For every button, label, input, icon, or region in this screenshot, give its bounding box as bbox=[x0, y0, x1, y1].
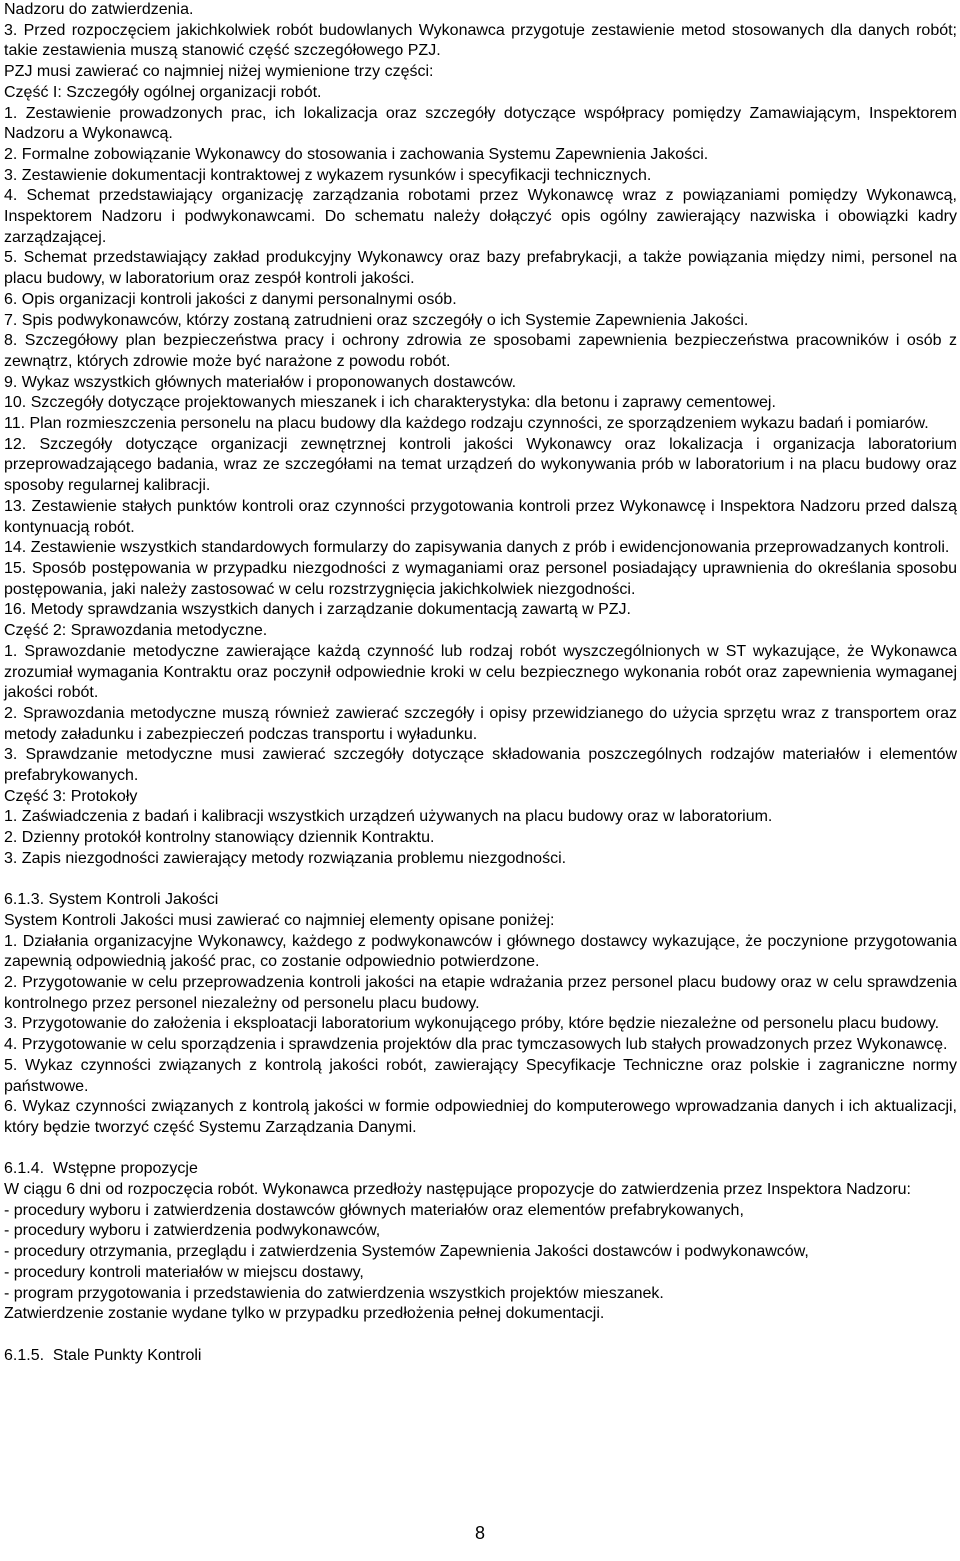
list-item: 16. Metody sprawdzania wszystkich danych i zarządzanie dokumentacją zawartą w PZJ. bbox=[4, 601, 631, 619]
text-line: Nadzoru do zatwierdzenia. bbox=[4, 1, 194, 18]
list-item: 5. Schemat przedstawiający zakład produkcyjny Wykonawcy oraz bazy prefabrykacji, a także powiązania między nimi, personel na placu budowy, w laboratorium oraz zespół kontroli jakości. bbox=[4, 249, 957, 288]
list-item: 5. Wykaz czynności związanych z kontrolą jakości robót, zawierający Specyfikacje Techniczne oraz polskie i zagraniczne normy państwowe. bbox=[4, 1056, 957, 1095]
list-item: - procedury wyboru i zatwierdzenia dostawców głównych materiałów oraz elementów prefabrykowanych, bbox=[4, 1201, 744, 1219]
list-item: 2. Formalne zobowiązanie Wykonawcy do stosowania i zachowania Systemu Zapewnienia Jakości. bbox=[4, 145, 709, 163]
list-item: - procedury wyboru i zatwierdzenia podwykonawców, bbox=[4, 1222, 381, 1240]
section-heading: 6.1.3. System Kontroli Jakości bbox=[4, 891, 219, 909]
text-line: PZJ musi zawierać co najmniej niżej wymienione trzy części: bbox=[4, 63, 434, 81]
blank-line bbox=[4, 870, 957, 891]
section-heading: 6.1.4. Wstępne propozycje bbox=[4, 1160, 198, 1178]
blank-line bbox=[4, 1325, 957, 1346]
list-item: 15. Sposób postępowania w przypadku niezgodności z wymaganiami oraz personel posiadający uprawnienia do określania sposobu postępowania, jaki należy zastosować w celu rozstrzygnięcia jakichkolwiek niezgodności. bbox=[4, 559, 957, 598]
list-item: 10. Szczegóły dotyczące projektowanych mieszanek i ich charakterystyka: dla betonu i zaprawy cementowej. bbox=[4, 394, 776, 412]
list-item: 6. Wykaz czynności związanych z kontrolą jakości w formie odpowiedniej do komputerowego wprowadzania danych i ich aktualizacji, który będzie tworzyć część Systemu Zarządzania Danymi. bbox=[4, 1098, 957, 1136]
page-number: 8 bbox=[474, 1523, 485, 1543]
list-item: 3. Zapis niezgodności zawierający metody rozwiązania problemu niezgodności. bbox=[4, 849, 567, 867]
list-item: 9. Wykaz wszystkich głównych materiałów i proponowanych dostawców. bbox=[4, 373, 517, 391]
list-item: 1. Sprawozdanie metodyczne zawierające każdą czynność lub rodzaj robót wyszczególnionych w ST wykazujące, że Wykonawca zrozumiał wymagania Kontraktu oraz poczynił odpowiednie kroki w celu bezpiecznego wykonania robót oraz zapewnienia wymaganej jakości robót. bbox=[4, 642, 957, 702]
list-item: 2. Dzienny protokół kontrolny stanowiący dziennik Kontraktu. bbox=[4, 829, 435, 847]
list-item: 1. Zestawienie prowadzonych prac, ich lokalizacja oraz szczegóły dotyczące współpracy pomiędzy Zamawiającym, Inspektorem Nadzoru a Wykonawcą. bbox=[4, 104, 957, 143]
list-item: - program przygotowania i przedstawienia do zatwierdzenia wszystkich projektów mieszanek. bbox=[4, 1284, 664, 1302]
list-item: 4. Przygotowanie w celu sporządzenia i sprawdzenia projektów dla prac tymczasowych lub stałych prowadzonych przez Wykonawcę. bbox=[4, 1036, 948, 1054]
list-item: - procedury otrzymania, przeglądu i zatwierdzenia Systemów Zapewnienia Jakości dostawców i podwykonawców, bbox=[4, 1243, 809, 1261]
list-item: 11. Plan rozmieszczenia personelu na placu budowy dla każdego rodzaju czynności, ze sporządzeniem wykazu badań i pomiarów. bbox=[4, 415, 929, 433]
list-item: 2. Przygotowanie w celu przeprowadzenia kontroli jakości na etapie wdrażania przez personel placu budowy oraz w celu sprawdzenia kontrolnego przez personel niezależny od personelu placu budowy. bbox=[4, 974, 957, 1012]
list-item: 12. Szczegóły dotyczące organizacji zewnętrznej kontroli jakości Wykonawcy oraz lokalizacja i organizacja laboratorium przeprowadzającego badania, wraz ze szczegółami na temat urządzeń do wykonywania prób w laboratorium i na placu budowy oraz sposoby regularnej kalibracji. bbox=[4, 435, 957, 495]
paragraph: W ciągu 6 dni od rozpoczęcia robót. Wykonawca przedłoży następujące propozycje do zatwierdzenia przez Inspektora Nadzoru: bbox=[4, 1181, 911, 1199]
list-item: 14. Zestawienie wszystkich standardowych formularzy do zapisywania danych z prób i ewidencjonowania przeprowadzanych kontroli. bbox=[4, 539, 950, 557]
list-item: 6. Opis organizacji kontroli jakości z danymi personalnymi osób. bbox=[4, 290, 457, 308]
text-line: Zatwierdzenie zostanie wydane tylko w przypadku przedłożenia pełnej dokumentacji. bbox=[4, 1305, 605, 1323]
section-heading: Część 2: Sprawozdania metodyczne. bbox=[4, 622, 268, 640]
list-item: 2. Sprawozdania metodyczne muszą również zawierać szczegóły i opisy przewidzianego do użycia sprzętu wraz z transportem oraz metody załadunku i zabezpieczeń podczas transportu i wyładunku. bbox=[4, 704, 957, 743]
list-item: 3. Zestawienie dokumentacji kontraktowej z wykazem rysunków i specyfikacji technicznych. bbox=[4, 166, 652, 184]
list-item: - procedury kontroli materiałów w miejscu dostawy, bbox=[4, 1263, 364, 1281]
blank-line bbox=[4, 1139, 957, 1160]
list-item: 3. Sprawdzanie metodyczne musi zawierać szczegóły dotyczące składowania poszczególnych rodzajów materiałów i elementów prefabrykowanych. bbox=[4, 746, 957, 785]
paragraph: 3. Przed rozpoczęciem jakichkolwiek robót budowlanych Wykonawca przygotuje zestawienie metod stosowanych dla danych robót; takie zestawienia muszą stanowić część szczegółowego PZJ. bbox=[4, 21, 957, 60]
list-item: 1. Zaświadczenia z badań i kalibracji wszystkich urządzeń używanych na placu budowy oraz w laboratorium. bbox=[4, 808, 773, 826]
list-item: 13. Zestawienie stałych punktów kontroli oraz czynności przygotowania kontroli przez Wykonawcę i Inspektora Nadzoru przed dalszą kontynuacją robót. bbox=[4, 497, 957, 536]
list-item: 4. Schemat przedstawiający organizację zarządzania robotami przez Wykonawcę wraz z powiązaniami pomiędzy Wykonawcą, Inspektorem Nadzoru i podwykonawcami. Do schematu należy dołączyć opis ogólny zawierający nazwiska i obowiązki kadry zarządzającej. bbox=[4, 187, 957, 246]
list-item: 1. Działania organizacyjne Wykonawcy, każdego z podwykonawców i głównego dostawcy wykazujące, że poczynione przygotowania zapewnią odpowiednią jakość prac, co zostanie odpowiednio potwierdzone. bbox=[4, 932, 957, 971]
text-line: System Kontroli Jakości musi zawierać co najmniej elementy opisane poniżej: bbox=[4, 911, 555, 929]
list-item: 7. Spis podwykonawców, którzy zostaną zatrudnieni oraz szczegóły o ich Systemie Zapewnienia Jakości. bbox=[4, 311, 749, 329]
list-item: 3. Przygotowanie do założenia i eksploatacji laboratorium wykonującego próby, które będzie niezależne od personelu placu budowy. bbox=[4, 1015, 940, 1033]
section-heading: Część I: Szczegóły ogólnej organizacji robót. bbox=[4, 83, 322, 101]
section-heading: 6.1.5. Stale Punkty Kontroli bbox=[4, 1346, 202, 1364]
section-heading: Część 3: Protokoły bbox=[4, 787, 138, 805]
list-item: 8. Szczegółowy plan bezpieczeństwa pracy i ochrony zdrowia ze sposobami zapewnienia bezpieczeństwa pracowników i osób z zewnątrz, których zdrowie może być narażone z powodu robót. bbox=[4, 332, 957, 370]
